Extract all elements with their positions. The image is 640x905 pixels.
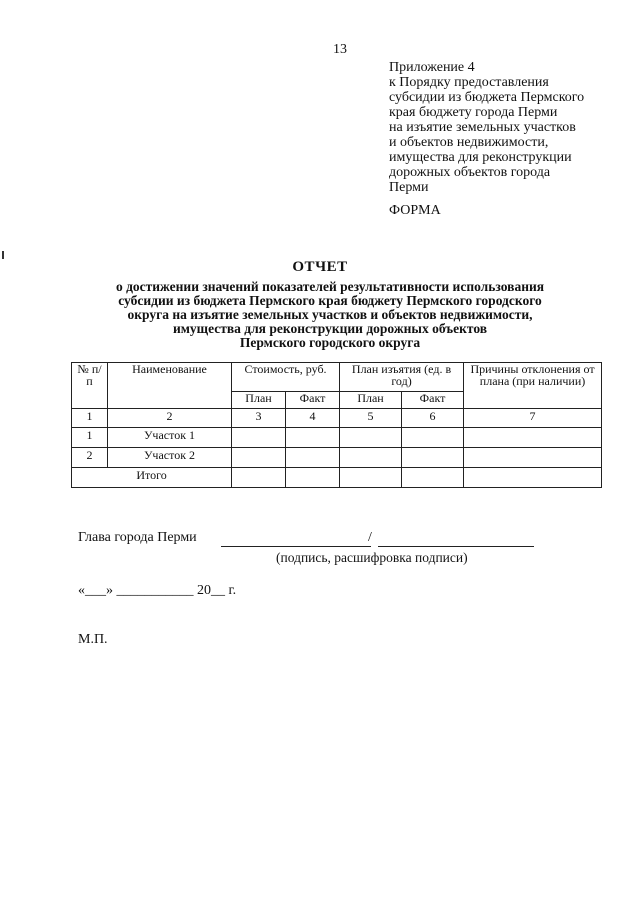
form-label: ФОРМА [389, 203, 441, 218]
total-row [72, 468, 602, 488]
scan-edge-mark [2, 251, 4, 259]
subtitle-line: о достижении значений показателей результативности использования [115, 279, 545, 294]
subtitle-line: Пермского городского округа [239, 335, 421, 350]
signature-slash: / [368, 530, 372, 545]
empty-cell [402, 428, 464, 448]
appendix-line: на изъятие земельных участков [389, 120, 576, 135]
row-number: 2 [72, 448, 108, 468]
column-number: 1 [72, 409, 108, 428]
signature-line [221, 546, 371, 547]
empty-cell [464, 448, 602, 468]
appendix-line: субсидии из бюджета Пермского [389, 90, 585, 105]
appendix-line: к Порядку предоставления [389, 75, 549, 90]
empty-cell [464, 468, 602, 488]
signature-decode-line [378, 546, 534, 547]
column-number: 6 [402, 409, 464, 428]
empty-cell [286, 468, 340, 488]
empty-cell [402, 448, 464, 468]
empty-cell [340, 468, 402, 488]
report-subtitle [70, 280, 590, 350]
row-name: Участок 2 [108, 448, 232, 468]
subtitle-line: округа на изъятие земельных участков и объектов недвижимости, [127, 307, 533, 322]
total-label: Итого [72, 468, 232, 488]
empty-cell [340, 428, 402, 448]
empty-cell [232, 448, 286, 468]
column-number: 4 [286, 409, 340, 428]
header-cost: Стоимость, руб. [232, 363, 340, 392]
report-title: ОТЧЕТ [292, 259, 348, 275]
signature-caption: (подпись, расшифровка подписи) [276, 550, 468, 565]
appendix-line: края бюджету города Перми [389, 105, 558, 120]
subtitle-line: имущества для реконструкции дорожных объектов [172, 321, 488, 336]
column-number: 7 [464, 409, 602, 428]
appendix-line: имущества для реконструкции [389, 150, 572, 165]
empty-cell [464, 428, 602, 448]
appendix-line: и объектов недвижимости, [389, 135, 549, 150]
header-cost-fact: Факт [286, 392, 340, 409]
page-number: 13 [333, 42, 347, 57]
table-row [72, 448, 602, 468]
date-line: «___» ___________ 20__ г. [78, 583, 237, 598]
appendix-line: дорожных объектов города [389, 165, 551, 180]
signature-label: Глава города Перми [78, 530, 197, 545]
row-number: 1 [72, 428, 108, 448]
empty-cell [286, 428, 340, 448]
header-num: № п/п [72, 363, 108, 409]
header-seizure-plan-sub: План [340, 392, 402, 409]
column-number: 2 [108, 409, 232, 428]
empty-cell [286, 448, 340, 468]
column-number: 3 [232, 409, 286, 428]
empty-cell [232, 468, 286, 488]
table-row [72, 428, 602, 448]
header-seizure-plan: План изъятия (ед. в год) [340, 363, 464, 392]
stamp-place: М.П. [78, 632, 108, 647]
header-seizure-fact-sub: Факт [402, 392, 464, 409]
header-reasons: Причины отклонения от плана (при наличии) [464, 363, 602, 409]
appendix-line: Приложение 4 [389, 60, 475, 75]
row-name: Участок 1 [108, 428, 232, 448]
subtitle-line: субсидии из бюджета Пермского края бюджету Пермского городского [118, 293, 542, 308]
header-cost-plan: План [232, 392, 286, 409]
column-number-row [72, 409, 602, 428]
empty-cell [340, 448, 402, 468]
appendix-note [389, 60, 629, 195]
appendix-line: Перми [389, 180, 429, 195]
empty-cell [402, 468, 464, 488]
column-number: 5 [340, 409, 402, 428]
signature-block [78, 530, 578, 570]
empty-cell [232, 428, 286, 448]
header-name: Наименование [108, 363, 232, 409]
report-table [71, 362, 602, 488]
